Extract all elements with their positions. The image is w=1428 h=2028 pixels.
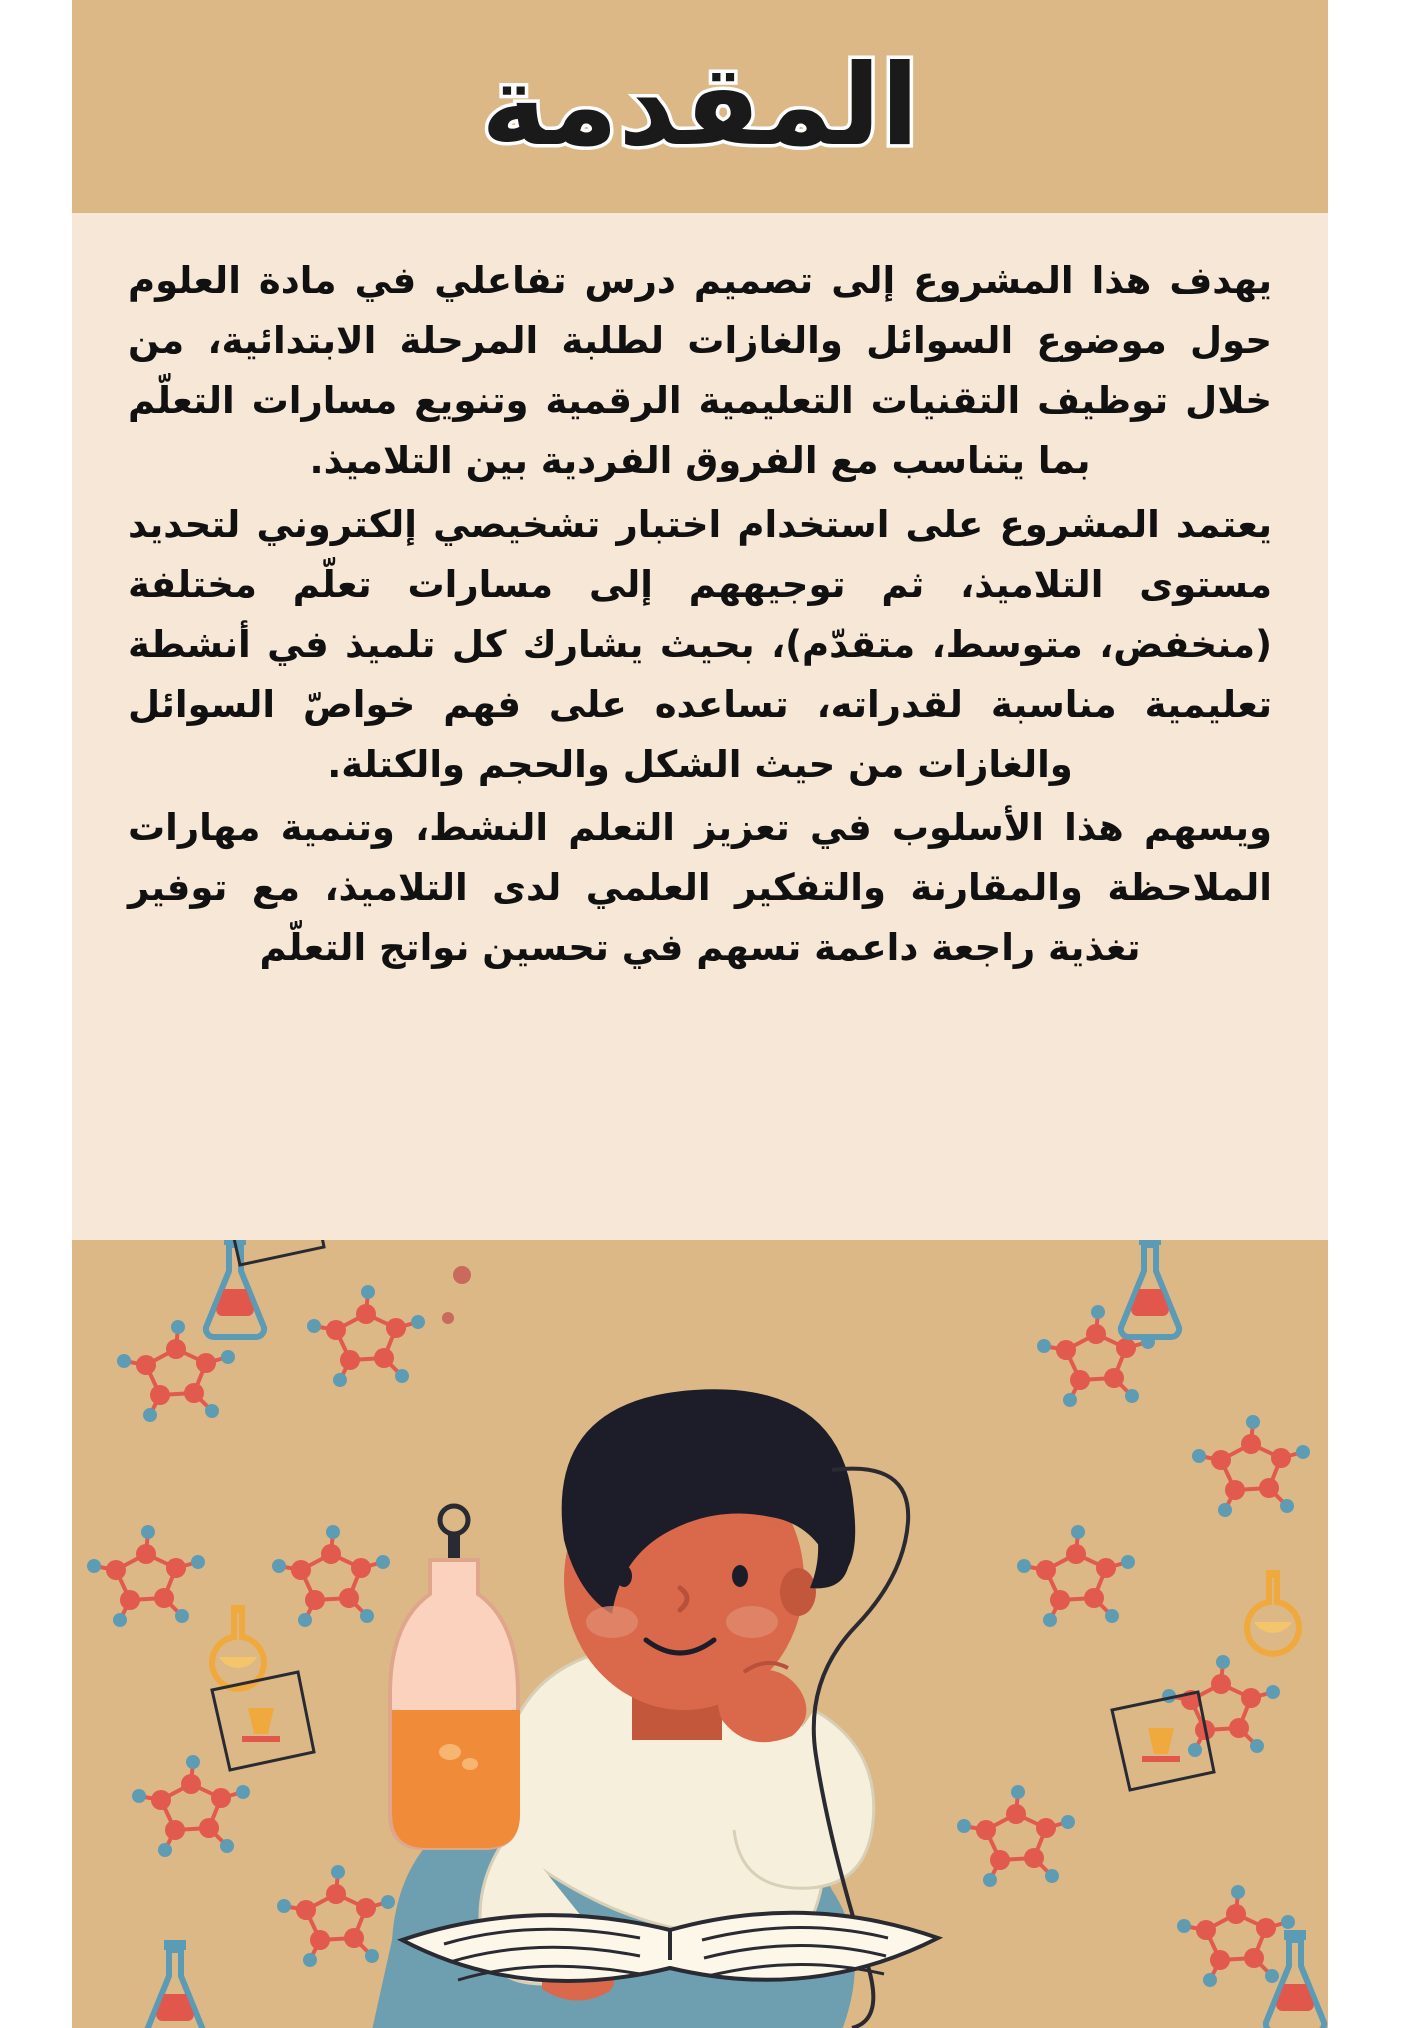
paragraph-2: يعتمد المشروع على استخدام اختبار تشخيصي إلكتروني لتحديد مستوى التلاميذ، ثم توجيههم إلى مسارات تعلّم مختلفة (منخفض، متوسط، متقدّم)، بحيث يشارك كل تلميذ في أنشطة تعليمية مناسبة لقدراته، تساعده على فهم خواصّ السوائل والغازات من حيث الشكل والحجم والكتلة.: [128, 502, 1272, 786]
paragraph-3: ويسهم هذا الأسلوب في تعزيز التعلم النشط، وتنمية مهارات الملاحظة والمقارنة والتفكير العلمي لدى التلاميذ، مع توفير تغذية راجعة داعمة تسهم في تحسين نواتج التعلّم: [128, 806, 1272, 970]
header-band: [72, 0, 1328, 213]
illustration: [72, 1240, 1328, 2028]
paragraph-1: يهدف هذا المشروع إلى تصميم درس تفاعلي في مادة العلوم حول موضوع السوائل والغازات لطلبة المرحلة الابتدائية، من خلال توظيف التقنيات التعليمية الرقمية وتنويع مسارات التعلّم بما يتناسب مع الفروق الفردية بين التلاميذ.: [128, 259, 1272, 482]
page-title: المقدمة: [480, 40, 920, 171]
